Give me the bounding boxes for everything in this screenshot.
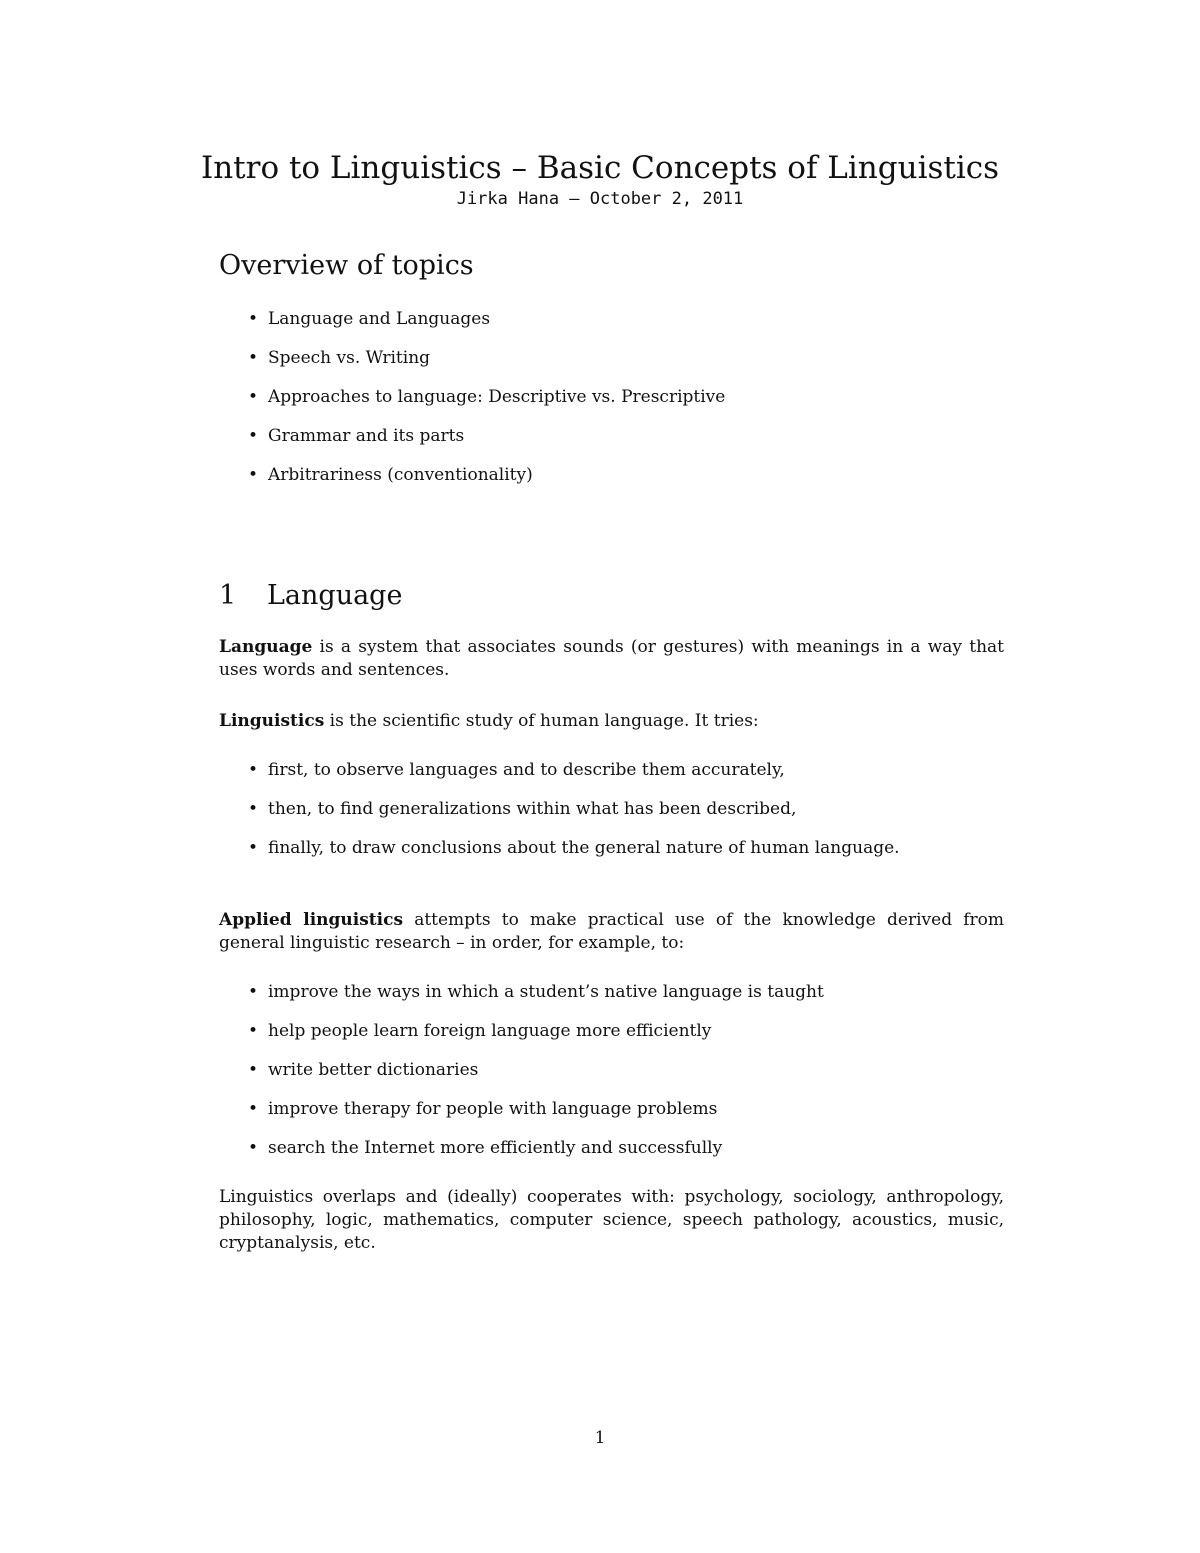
term-linguistics: Linguistics	[219, 711, 325, 731]
bullet-icon: •	[248, 982, 259, 1002]
section-number: 1	[219, 580, 237, 611]
paragraph-overlaps: Linguistics overlaps and (ideally) cooperates with: psychology, sociology, anthropology, philosophy, logic, mathematics, computer science, speech pathology, acoustics, music, cryptanalysis, etc.	[219, 1187, 1004, 1253]
paragraph-language-definition: Language is a system that associates sounds (or gestures) with meanings in a way that uses words and sentences.	[219, 637, 1004, 680]
term-applied-linguistics: Applied linguistics	[219, 910, 404, 930]
bullet-icon: •	[248, 426, 259, 446]
bullet-icon: •	[248, 838, 259, 858]
bullet-icon: •	[248, 1099, 259, 1119]
bullet-icon: •	[248, 1060, 259, 1080]
overview-heading: Overview of topics	[219, 250, 474, 281]
paragraph-applied-linguistics: Applied linguistics attempts to make practical use of the knowledge derived from general linguistic research – in order, for example, to:	[219, 910, 1004, 953]
bullet-icon: •	[248, 465, 259, 485]
bullet-icon: •	[248, 760, 259, 780]
bullet-icon: •	[248, 348, 259, 368]
bullet-icon: •	[248, 309, 259, 329]
paragraph-linguistics-definition: Linguistics is the scientific study of human language. It tries:	[219, 711, 759, 731]
page-number: 1	[594, 1428, 606, 1448]
section-heading	[219, 580, 402, 611]
section-title: Language	[267, 580, 403, 611]
bullet-icon: •	[248, 387, 259, 407]
bullet-icon: •	[248, 799, 259, 819]
term-language: Language	[219, 637, 313, 657]
author-date: Jirka Hana – October 2, 2011	[456, 189, 744, 209]
document-page: Intro to Linguistics – Basic Concepts of Linguistics Jirka Hana – October 2, 2011 Overview of topics • Language and Languages • Speech vs. Writing • Approaches to language: Descriptive vs. Prescriptive • Grammar and its parts • Arbitrariness (conventionality) 1 Language Language is a system that associates sounds (or gestures) with meanings in a way that uses words and sentences. Linguistics is the scientific study of human language. It tries: • first, to observe languages and to describe them accurately, • then, to find generalizations within what has been described, • finally, to draw conclusions about the general nature of human language. Applied linguistics attempts to make practical use of the knowledge derived from general linguistic research – in order, for example, to: • improve the ways in which a student’s native language is taught • help people learn foreign language more efficiently • write better dictionaries • improve therapy for people with language problems • search the Internet more efficiently and successfully Linguistics overlaps and (ideally) cooperates with: psychology, sociology, anthropology, philosophy, logic, mathematics, computer science, speech pathology, acoustics, music, cryptanalysis, etc. 1	[0, 0, 1200, 1553]
bullet-icon: •	[248, 1021, 259, 1041]
bullet-icon: •	[248, 1138, 259, 1158]
document-title: Intro to Linguistics – Basic Concepts of Linguistics	[200, 150, 1000, 186]
